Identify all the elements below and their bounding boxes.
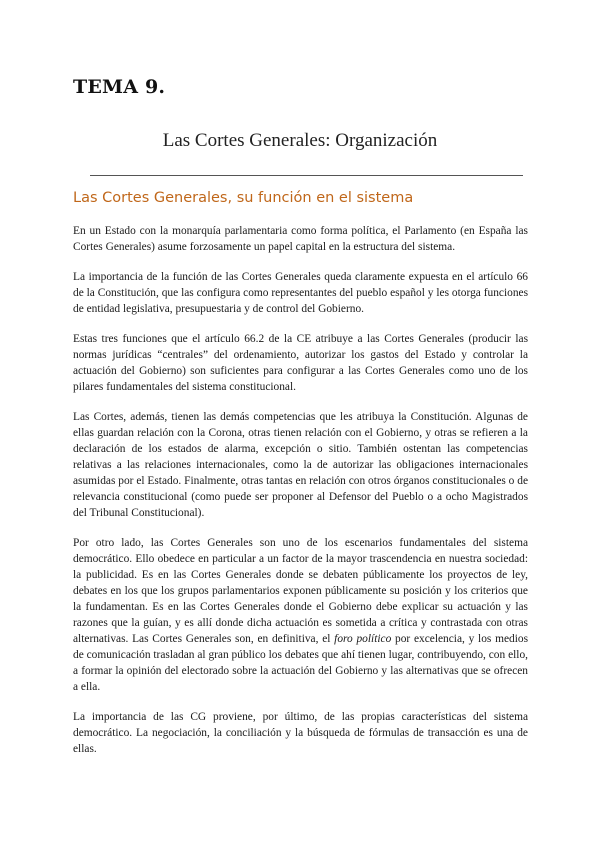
paragraph-1: En un Estado con la monarquía parlamentaria como forma política, el Parlamento (en España las Cortes Generales) asume forzosamente un papel capital en la estructura del sistema. [73, 225, 528, 253]
paragraph-6: La importancia de las CG proviene, por último, de las propias características del sistema democrático. La negociación, la conciliación y la búsqueda de fórmulas de transacción es una de ellas. [73, 711, 528, 755]
paragraph-5 [73, 535, 528, 695]
paragraph-4: Las Cortes, además, tienen las demás competencias que les atribuya la Constitución. Algunas de ellas guardan relación con la Corona, otras tienen relación con el Gobierno, y otras se refieren a la declaración de los estados de alarma, excepción o sitio. También ostentan las competencias relativas a las relaciones internacionales, como la de autorizar las obligaciones internacionales asumidas por el Estado. Finalmente, otras tantas en relación con otros órganos constitucionales o de relevancia constitucional (como puede ser proponer al Defensor del Pueblo o a ocho Magistrados del Tribunal Constitucional). [73, 411, 528, 519]
paragraph-5-text-end: por excelencia, y los medios de comunicación trasladan al gran público los debates que ahí tienen lugar, contribuyendo, con ello, a formar la opinión del electorado sobre la actuación del Gobierno y las alternativas que se ofrecen a ella. [73, 633, 528, 693]
paragraph-5-italic-term: foro político [334, 633, 392, 645]
paragraph-3: Estas tres funciones que el artículo 66.2 de la CE atribuye a las Cortes Generales (producir las normas jurídicas “centrales” del ordenamiento, autorizar los gastos del Estado y controlar la actuación del Gobierno) son suficientes para configurar a las Cortes Generales como uno de los pilares fundamentales del sistema constitucional. [73, 333, 528, 393]
document-body [73, 223, 528, 771]
paragraph-2: La importancia de la función de las Cortes Generales queda claramente expuesta en el artículo 66 de la Constitución, que las configura como representantes del pueblo español y les otorga funciones de entidad legislativa, presupuestaria y de control del Gobierno. [73, 271, 528, 315]
section-heading: Las Cortes Generales, su función en el sistema [73, 190, 414, 206]
paragraph-5-text-start: Por otro lado, las Cortes Generales son uno de los escenarios fundamentales del sistema democrático. Ello obedece en particular a un factor de la mayor trascendencia en nuestra sociedad: la publicidad. Es en las Cortes Generales donde se debaten públicamente los proyectos de ley, debates en los que los grupos parlamentarios exponen públicamente su posición y los criterios que la fundamentan. Es en las Cortes Generales donde el Gobierno debe explicar su actuación y las razones que la guían, y es allí donde dicha actuación es sometida a crítica y contrastada con otras alternativas. Las Cortes Generales son, en definitiva, el [73, 537, 528, 645]
chapter-title: TEMA 9. [73, 76, 166, 98]
chapter-subtitle: Las Cortes Generales: Organización [162, 130, 438, 151]
divider-rule [90, 175, 523, 176]
